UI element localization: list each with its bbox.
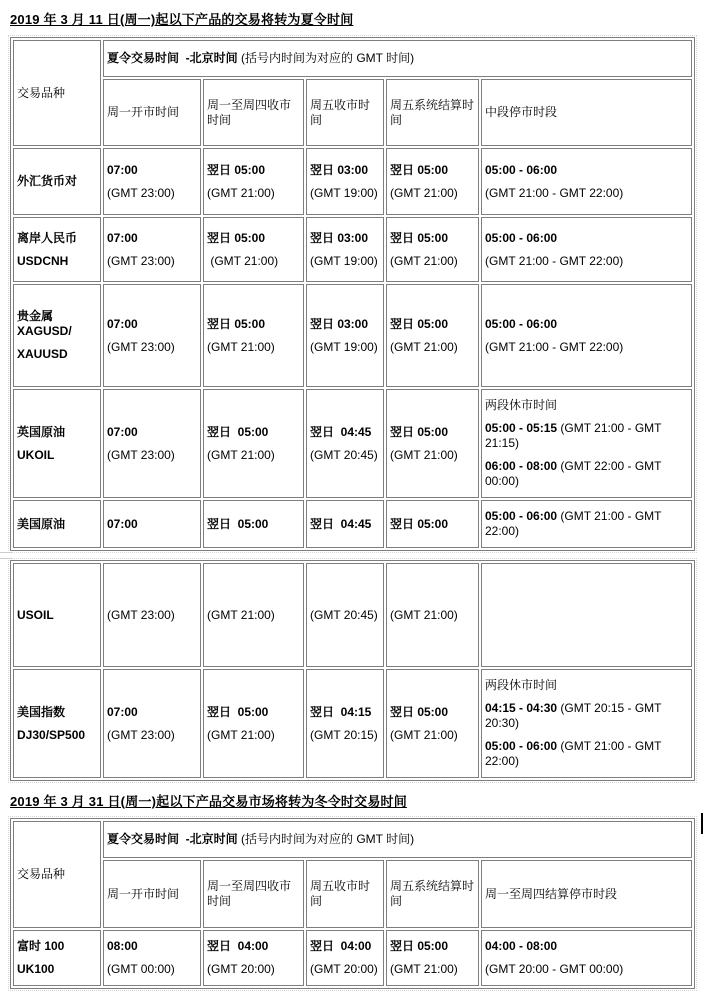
cell-line xyxy=(107,705,197,720)
cell-line xyxy=(207,728,300,743)
cell-line xyxy=(310,608,380,623)
data-row xyxy=(13,389,692,498)
regular-text: (GMT 20:00) xyxy=(310,962,378,976)
bold-text: 05:00 - 06:00 xyxy=(485,316,558,331)
summer-table-segment-1 xyxy=(10,37,708,551)
cell-line xyxy=(310,231,380,246)
cell-line xyxy=(207,608,300,623)
cell-line xyxy=(107,608,197,623)
bold-text: 外汇货币对 xyxy=(17,174,78,188)
time-cell xyxy=(103,148,201,215)
time-cell xyxy=(306,669,384,778)
bold-text: 翌日 05:00 xyxy=(390,424,449,439)
cell-line xyxy=(485,701,688,731)
band-header-cell xyxy=(103,40,692,77)
cell-line xyxy=(485,254,688,269)
data-row xyxy=(13,563,692,667)
cell-line xyxy=(390,425,475,440)
regular-text: (GMT 21:00) xyxy=(390,607,458,622)
bold-text: 翌日 04:15 xyxy=(310,704,372,719)
bold-text: 翌日 05:00 xyxy=(390,162,449,177)
bold-text: 美国指数 xyxy=(17,704,66,719)
cell-line xyxy=(310,425,380,440)
cell-line xyxy=(485,939,688,954)
column-header-cell xyxy=(306,79,384,146)
cell-line xyxy=(485,962,688,977)
regular-text: (GMT 20:45) xyxy=(310,447,378,462)
cell-line xyxy=(107,448,197,463)
regular-text: (GMT 21:00) xyxy=(207,253,279,268)
regular-text: 周一至周四收市时间 xyxy=(207,97,292,127)
column-header-cell xyxy=(103,79,201,146)
cell-line xyxy=(310,254,380,269)
bold-text: UKOIL xyxy=(17,447,55,462)
cell-line xyxy=(107,887,197,902)
regular-text: (GMT 20:00 - GMT 00:00) xyxy=(485,962,624,976)
cell-line xyxy=(310,879,380,909)
cell-line xyxy=(390,254,475,269)
regular-text: 周五系统结算时间 xyxy=(390,97,475,127)
time-cell xyxy=(103,389,201,498)
regular-text: 周一开市时间 xyxy=(107,886,180,901)
cell-line xyxy=(107,939,197,954)
cell-line xyxy=(207,98,300,128)
bold-text: 翌日 05:00 xyxy=(207,316,266,331)
time-cell xyxy=(203,669,304,778)
regular-text: (GMT 21:00 - GMT 21:15) xyxy=(485,421,665,450)
cell-line xyxy=(17,867,97,882)
cell-line xyxy=(17,517,97,532)
bold-text: 07:00 xyxy=(107,516,138,531)
regular-text: (GMT 23:00) xyxy=(107,607,175,622)
bold-text: 夏令交易时间 -北京时间 xyxy=(107,832,238,846)
regular-text: (GMT 19:00) xyxy=(310,253,378,268)
cell-line xyxy=(17,86,97,101)
cell-line xyxy=(390,962,475,977)
time-cell xyxy=(103,217,201,282)
cell-line xyxy=(390,879,475,909)
bold-text: 翌日 05:00 xyxy=(207,230,266,245)
cell-line xyxy=(485,887,688,902)
time-cell xyxy=(386,389,479,498)
bold-text: 08:00 xyxy=(107,939,138,953)
bold-text: 07:00 xyxy=(107,424,138,439)
data-row xyxy=(13,500,692,548)
regular-text: (GMT 21:00) xyxy=(390,185,458,200)
cell-line xyxy=(207,340,300,355)
bold-text: 翌日 05:00 xyxy=(390,230,449,245)
cell-line xyxy=(17,347,97,362)
time-cell xyxy=(386,284,479,387)
time-cell xyxy=(306,284,384,387)
schedule-cell xyxy=(481,389,692,498)
regular-text: (GMT 21:00 - GMT 22:00) xyxy=(485,185,624,200)
subheader-row xyxy=(13,860,692,928)
page-margin-tick xyxy=(0,558,12,559)
schedule-cell xyxy=(481,148,692,215)
regular-text: (GMT 19:00) xyxy=(310,339,378,354)
time-cell xyxy=(386,930,479,986)
header-row xyxy=(13,40,692,77)
bold-text: 翌日 04:00 xyxy=(207,939,269,953)
cell-line xyxy=(310,163,380,178)
schedule-cell xyxy=(481,500,692,548)
time-cell xyxy=(103,284,201,387)
cell-line xyxy=(485,398,688,413)
cell-line xyxy=(207,317,300,332)
cell-line xyxy=(390,608,475,623)
regular-text: (括号内时间为对应的 GMT 时间) xyxy=(237,51,415,65)
product-cell xyxy=(13,500,101,548)
time-cell xyxy=(386,217,479,282)
bold-text: 翌日 05:00 xyxy=(390,316,449,331)
bold-text: 05:00 - 05:15 xyxy=(485,421,558,435)
regular-text: (GMT 21:00 - GMT 22:00) xyxy=(485,253,624,268)
data-row xyxy=(13,284,692,387)
time-cell xyxy=(103,669,201,778)
cell-line xyxy=(207,254,300,269)
cell-line xyxy=(17,705,97,720)
bold-text: 翌日 05:00 xyxy=(207,704,269,719)
regular-text: 周五收市时间 xyxy=(310,879,371,908)
regular-text: (GMT 23:00) xyxy=(107,727,175,742)
cell-line xyxy=(107,317,197,332)
cell-line xyxy=(390,340,475,355)
winter-table-wrap xyxy=(10,818,695,989)
cell-line xyxy=(390,98,475,128)
cell-line xyxy=(207,231,300,246)
column-header-cell xyxy=(203,79,304,146)
winter-table-segment-1 xyxy=(10,818,695,989)
bold-text: 贵金属 XAGUSD/ xyxy=(17,309,72,338)
time-cell xyxy=(306,563,384,667)
product-cell xyxy=(13,217,101,282)
data-row xyxy=(13,148,692,215)
regular-text: (GMT 21:00 - GMT 22:00) xyxy=(485,339,624,354)
bold-text: 翌日 05:00 xyxy=(390,516,449,531)
summer-title: 2019 年 3 月 11 日(周一)起以下产品的交易将转为夏令时间 xyxy=(10,12,354,27)
time-cell xyxy=(203,284,304,387)
regular-text: (GMT 20:45) xyxy=(310,607,378,622)
cell-line xyxy=(310,340,380,355)
cell-line xyxy=(207,939,300,954)
regular-text: 两段休市时间 xyxy=(485,678,558,692)
schedule-cell xyxy=(481,284,692,387)
time-cell xyxy=(103,563,201,667)
cell-line xyxy=(390,448,475,463)
bold-text: 英国原油 xyxy=(17,424,66,439)
product-cell xyxy=(13,563,101,667)
schedule-cell xyxy=(481,563,692,667)
cell-line xyxy=(310,98,380,128)
cell-line xyxy=(17,939,97,954)
bold-text: 05:00 - 06:00 xyxy=(485,230,558,245)
cell-line xyxy=(107,231,197,246)
page-margin-tick xyxy=(0,552,12,553)
cell-line xyxy=(485,317,688,332)
time-cell xyxy=(203,930,304,986)
cell-line xyxy=(107,962,197,977)
regular-text: (GMT 21:00) xyxy=(390,962,458,976)
cell-line xyxy=(390,728,475,743)
product-cell xyxy=(13,930,101,986)
bold-text: 07:00 xyxy=(107,704,138,719)
time-cell xyxy=(203,217,304,282)
cell-line xyxy=(207,962,300,977)
cell-line xyxy=(17,231,97,246)
column-header-cell xyxy=(386,79,479,146)
cell-line xyxy=(17,309,97,339)
cell-line xyxy=(310,317,380,332)
cell-line xyxy=(107,425,197,440)
corner-header-cell xyxy=(13,40,101,146)
summer-trading-hours-table xyxy=(10,37,695,551)
regular-text: 周一至周四结算停市时段 xyxy=(485,886,618,901)
bold-text: 04:00 - 08:00 xyxy=(485,939,558,953)
cell-line xyxy=(17,962,97,977)
column-header-cell xyxy=(481,860,692,928)
winter-title: 2019 年 3 月 31 日(周一)起以下产品交易市场将转为冬令时交易时间 xyxy=(10,794,407,809)
cell-line xyxy=(390,163,475,178)
cell-line xyxy=(207,879,300,909)
time-cell xyxy=(203,563,304,667)
bold-text: 翌日 04:45 xyxy=(310,424,372,439)
time-cell xyxy=(386,148,479,215)
product-cell xyxy=(13,148,101,215)
regular-text: 周五收市时间 xyxy=(310,97,371,127)
regular-text: (GMT 20:15 - GMT 20:30) xyxy=(485,701,665,730)
time-cell xyxy=(203,389,304,498)
time-cell xyxy=(386,669,479,778)
time-cell xyxy=(306,217,384,282)
cell-line xyxy=(485,459,688,489)
time-cell xyxy=(203,148,304,215)
cell-line xyxy=(17,174,97,189)
bold-text: 翌日 05:00 xyxy=(207,516,269,531)
time-cell xyxy=(103,930,201,986)
regular-text: (GMT 21:00) xyxy=(390,727,458,742)
cell-line xyxy=(207,448,300,463)
regular-text: (GMT 21:00) xyxy=(207,607,275,622)
cell-line xyxy=(107,163,197,178)
schedule-cell xyxy=(481,669,692,778)
regular-text: (GMT 23:00) xyxy=(107,185,175,200)
bold-text: USDCNH xyxy=(17,253,69,268)
bold-text: DJ30/SP500 xyxy=(17,727,86,742)
cell-line xyxy=(390,517,475,532)
time-cell xyxy=(103,500,201,548)
regular-text: (GMT 23:00) xyxy=(107,447,175,462)
time-cell xyxy=(386,500,479,548)
cell-line xyxy=(17,728,97,743)
cell-line xyxy=(107,340,197,355)
cell-line xyxy=(310,517,380,532)
summer-table-segment-2 xyxy=(10,560,708,781)
column-header-cell xyxy=(203,860,304,928)
regular-text: (括号内时间为对应的 GMT 时间) xyxy=(237,832,415,846)
data-row xyxy=(13,669,692,778)
cell-line xyxy=(17,448,97,463)
bold-text: 富时 100 xyxy=(17,939,65,953)
summer-trading-hours-table xyxy=(10,560,695,781)
regular-text: (GMT 21:00) xyxy=(207,447,275,462)
cell-line xyxy=(485,739,688,769)
bold-text: 翌日 04:00 xyxy=(310,939,372,953)
cell-line xyxy=(390,186,475,201)
cell-line xyxy=(17,608,97,623)
cell-line xyxy=(485,421,688,451)
bold-text: 离岸人民币 xyxy=(17,230,78,245)
bold-text: 05:00 - 06:00 xyxy=(485,509,558,523)
regular-text: (GMT 21:00) xyxy=(390,253,458,268)
cell-line xyxy=(207,425,300,440)
bold-text: XAUUSD xyxy=(17,347,68,361)
bold-text: 04:15 - 04:30 xyxy=(485,701,558,715)
regular-text: (GMT 21:00) xyxy=(390,447,458,462)
cell-line xyxy=(390,231,475,246)
cell-line xyxy=(207,163,300,178)
bold-text: 夏令交易时间 -北京时间 xyxy=(107,51,238,65)
bold-text: 翌日 05:00 xyxy=(390,704,449,719)
cell-line xyxy=(107,728,197,743)
cell-line xyxy=(485,231,688,246)
time-cell xyxy=(306,930,384,986)
cell-line xyxy=(310,962,380,977)
regular-text: (GMT 21:00) xyxy=(207,339,275,354)
regular-text: 周一至周四收市时间 xyxy=(207,879,292,908)
product-cell xyxy=(13,284,101,387)
band-header-cell xyxy=(103,821,692,858)
cell-line xyxy=(17,425,97,440)
cell-line xyxy=(107,105,197,120)
cell-line xyxy=(310,728,380,743)
regular-text: (GMT 21:00 - GMT 22:00) xyxy=(485,739,665,768)
text-cursor-artifact xyxy=(701,813,703,834)
regular-text: (GMT 21:00 - GMT 22:00) xyxy=(485,509,665,538)
cell-line xyxy=(310,448,380,463)
schedule-cell xyxy=(481,930,692,986)
regular-text: (GMT 00:00) xyxy=(107,962,175,976)
time-cell xyxy=(306,500,384,548)
cell-line xyxy=(485,105,688,120)
regular-text: 两段休市时间 xyxy=(485,398,558,412)
time-cell xyxy=(306,389,384,498)
cell-line xyxy=(390,317,475,332)
cell-line xyxy=(107,254,197,269)
subheader-row xyxy=(13,79,692,146)
bold-text: 翌日 03:00 xyxy=(310,230,369,245)
regular-text: (GMT 20:00) xyxy=(207,962,275,976)
regular-text: 交易品种 xyxy=(17,85,66,100)
cell-line xyxy=(107,517,197,532)
cell-line xyxy=(485,509,688,539)
bold-text: 翌日 05:00 xyxy=(207,424,269,439)
regular-text: (GMT 19:00) xyxy=(310,185,378,200)
bold-text: UK100 xyxy=(17,962,55,976)
regular-text: (GMT 23:00) xyxy=(107,253,175,268)
page-break-gap xyxy=(10,551,708,560)
cell-line xyxy=(107,51,688,66)
cell-line xyxy=(485,340,688,355)
cell-line xyxy=(485,186,688,201)
cell-line xyxy=(17,254,97,269)
cell-line xyxy=(390,939,475,954)
cell-line xyxy=(207,517,300,532)
bold-text: 翌日 03:00 xyxy=(310,162,369,177)
column-header-cell xyxy=(103,860,201,928)
bold-text: 美国原油 xyxy=(17,516,66,531)
column-header-cell xyxy=(386,860,479,928)
bold-text: 翌日 05:00 xyxy=(207,162,266,177)
time-cell xyxy=(306,148,384,215)
regular-text: (GMT 21:00) xyxy=(207,185,275,200)
regular-text: (GMT 21:00) xyxy=(390,339,458,354)
cell-line xyxy=(207,186,300,201)
bold-text: 07:00 xyxy=(107,230,138,245)
time-cell xyxy=(386,563,479,667)
column-header-cell xyxy=(481,79,692,146)
cell-line xyxy=(207,705,300,720)
cell-line xyxy=(390,705,475,720)
bold-text: 翌日 05:00 xyxy=(390,939,449,953)
schedule-cell xyxy=(481,217,692,282)
bold-text: USOIL xyxy=(17,607,54,622)
bold-text: 06:00 - 08:00 xyxy=(485,459,558,473)
cell-line xyxy=(485,163,688,178)
winter-trading-hours-table xyxy=(10,818,695,989)
cell-line xyxy=(485,678,688,693)
cell-line xyxy=(107,832,688,847)
data-row xyxy=(13,217,692,282)
regular-text: (GMT 20:15) xyxy=(310,727,378,742)
column-header-cell xyxy=(306,860,384,928)
bold-text: 05:00 - 06:00 xyxy=(485,162,558,177)
regular-text: 周一开市时间 xyxy=(107,105,180,119)
product-cell xyxy=(13,669,101,778)
regular-text: (GMT 21:00) xyxy=(207,727,275,742)
cell-line xyxy=(310,939,380,954)
regular-text: (GMT 23:00) xyxy=(107,339,175,354)
cell-line xyxy=(310,186,380,201)
bold-text: 07:00 xyxy=(107,162,138,177)
bold-text: 翌日 03:00 xyxy=(310,316,369,331)
corner-header-cell xyxy=(13,821,101,928)
bold-text: 翌日 04:45 xyxy=(310,516,372,531)
product-cell xyxy=(13,389,101,498)
data-row xyxy=(13,930,692,986)
cell-line xyxy=(310,705,380,720)
regular-text: 周五系统结算时间 xyxy=(390,879,475,908)
regular-text: 中段停市时段 xyxy=(485,105,558,119)
cell-line xyxy=(107,186,197,201)
bold-text: 07:00 xyxy=(107,316,138,331)
regular-text: 交易品种 xyxy=(17,867,66,881)
time-cell xyxy=(203,500,304,548)
regular-text: (GMT 22:00 - GMT 00:00) xyxy=(485,459,665,488)
header-row xyxy=(13,821,692,858)
bold-text: 05:00 - 06:00 xyxy=(485,739,558,753)
